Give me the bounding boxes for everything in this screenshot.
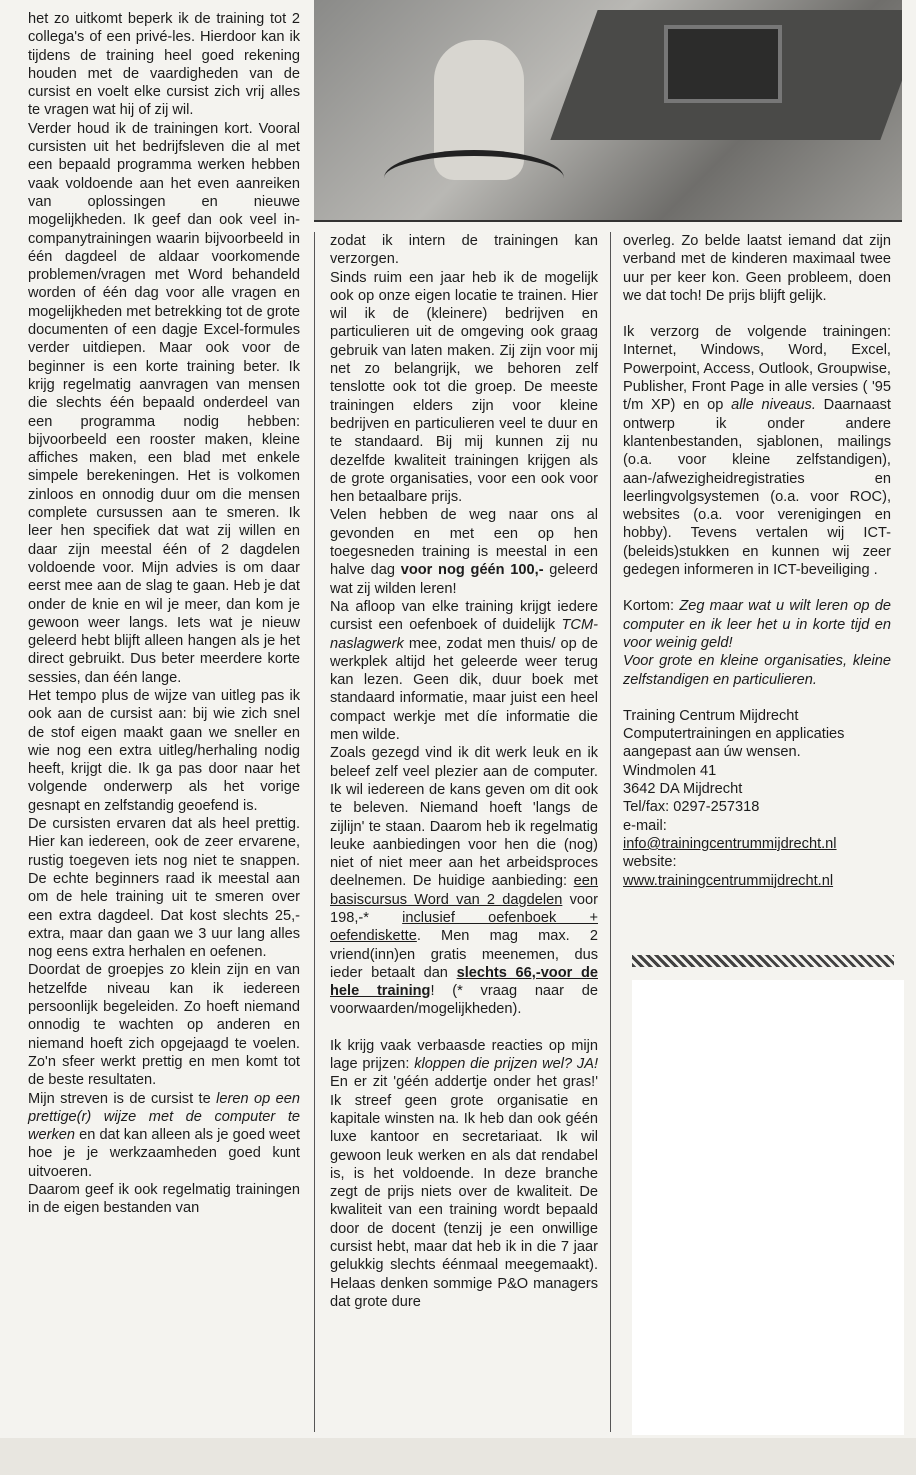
paragraph-offer: Zoals gezegd vind ik dit werk leuk en ik beleef zelf veel plezier aan de computer. Ik wil iedereen de kans geven om dit ook te beleven. Niemand hoeft 'langs de zijlijn' te staan. Daarom heb ik regelmatig leuke aanbiedingen voor hen die (nog) niet of niet meer aan het arbeidsproces deelnemen. De huidige aanbieding: een basiscursus Word van 2 dagdelen voor 198,-* inclusief oefenboek + oefendiskette. Men mag max. 2 vriend(inn)en gratis meenemen, dus ieder betaalt dan slechts 66,-voor de hele training! (* vraag naar de voorwaarden/mogelijkheden). <box>330 745 599 1018</box>
wavy-divider <box>632 955 894 967</box>
paragraph: Na afloop van elke training krijgt iedere cursist een oefenboek of duidelijk TCM-naslagwerk mee, zodat men thuis/ op de werkplek altijd het geleerde weer terug kan lezen. Geen dik, duur boek met standaard informatie, maar juist een heel compact werkje met díe informatie die men wilde. <box>330 598 598 744</box>
paragraph: Verder houd ik de trainingen kort. Vooral cursisten uit het bedrijfsleven die al met een bepaald programma werken hebben vaak voldoende aan het even aanreiken van oplossingen en nieuwe mogelijkheden. Ik geef dan ook veel in-companytrainingen waarin bijvoorbeeld in één dagdeel de aldaar voorkomende problemen/vragen met Word behandeld worden of één dag voor alle vragen en mogelijkheden met betrekking tot de grote documenten of een dagje Excel-formules verder uitdiepen. Maar ook voor de beginner is een korte training beter. Ik krijg regelmatig aanvragen van mensen die slechts één bepaald onderdeel van een programma nodig hebben: bijvoorbeeld een rooster maken, kleine affiches maken, een blad met enkele simpele berekeningen. Het is volkomen zinloos en onnodig duur om die mensen complete cursussen aan te smeren. Ik leer hen specifiek dat wat zij willen en daar zijn meestal één of 2 dagdelen voldoende voor. Mijn advies is om daar eerst mee aan de slag te gaan. Heb je dat onder de knie en wil je meer, dan kom je gewoon weer langs. Iets wat je nieuw geleerd hebt blijft alleen hangen als je het direct gebruikt. Dus beter meerdere korte sessies, dan één lange. <box>28 120 300 686</box>
column-rule-left <box>314 232 315 1432</box>
page-bottom-strip <box>0 1438 916 1475</box>
contact-line: Training Centrum Mijdrecht <box>623 707 799 724</box>
photo-chair <box>384 150 564 206</box>
email-link[interactable]: info@trainingcentrummijdrecht.nl <box>623 835 837 852</box>
column-rule-right <box>610 232 611 1432</box>
paragraph: zodat ik intern de trainingen kan verzorgen. <box>330 233 598 268</box>
contact-block <box>623 707 891 890</box>
paragraph-kortom: Kortom: Zeg maar wat u wilt leren op de computer en ik leer het u in korte tijd en voor weinig geld! <box>623 598 891 651</box>
article-column-2 <box>330 232 598 1311</box>
contact-line: Windmolen 41 <box>623 762 717 779</box>
contact-line: 3642 DA Mijdrecht <box>623 781 743 798</box>
website-link[interactable]: www.trainingcentrummijdrecht.nl <box>623 872 834 889</box>
article-column-1 <box>28 10 300 1218</box>
blank-area <box>632 980 904 1435</box>
article-column-3 <box>623 232 891 890</box>
paragraph: Daarom geef ik ook regelmatig trainingen in de eigen bestanden van <box>28 1182 300 1217</box>
paragraph: Het tempo plus de wijze van uitleg pas ik ook aan de cursist aan: bij wie zich snel de stof eigen maakt gaan we sneller en wie nog een extra uitleg/herhaling nodig heeft, krijgt die. Ik ga pas door naar het volgende onderwerp als het vorige gesnapt en zelfstandig geoefend is. <box>28 687 300 814</box>
contact-line: aangepast aan úw wensen. <box>623 744 801 761</box>
photo-monitor <box>664 25 782 103</box>
paragraph: De cursisten ervaren dat als heel prettig. Hier kan iedereen, ook de zeer ervarene, rustig toegeven iets nog niet te snappen. De echte beginners raad ik meestal aan om de hele training uit te smeren over een extra dagdeel. Dat kost slechts 25,- extra, maar dan gaan we 3 uur lang alles nog eens extra herhalen en oefenen. <box>28 816 300 961</box>
paragraph-streven: Mijn streven is de cursist te leren op een prettige(r) wijze met de computer te werken en dat kan alleen als je goed weet hoe je je werkzaamheden goed kunt uitvoeren. <box>28 1090 300 1180</box>
paragraph-audience: Voor grote en kleine organisaties, kleine zelfstandigen en particulieren. <box>623 653 891 688</box>
paragraph: Doordat de groepjes zo klein zijn en van hetzelfde niveau kan ik iedereen persoonlijk begeleiden. Zo hoeft niemand onnodig te wachten op anderen en niemand hoeft zich opgejaagd te voelen. Zo'n sfeer werkt prettig en men komt tot de beste resultaten. <box>28 962 300 1089</box>
contact-line: website: <box>623 854 677 871</box>
contact-line: e-mail: <box>623 817 667 834</box>
contact-line: Computertrainingen en applicaties <box>623 726 845 743</box>
paragraph: Ik krijg vaak verbaasde reacties op mijn lage prijzen: kloppen die prijzen wel? JA! En er zit 'géén addertje onder het gras!' Ik streef geen grote organisatie en kapitale winsten na. Ik heb dan ook géén luxe kantoor en secretariaat. Ik wil gewoon leuk werken en als dat rendabel is, is het voldoende. In deze branche zegt de prijs niets over de kwaliteit. De kwaliteit van een training wordt bepaald door de docent (tenzij je een onwillige cursist hebt, maar dat heb ik in die 7 jaar gelukkig slechts éénmaal meegemaakt). Helaas denken sommige P&O managers dat grote dure <box>330 1037 599 1310</box>
paragraph: het zo uitkomt beperk ik de training tot 2 collega's of een privé-les. Hierdoor kan ik tijdens de training heel goed rekening houden met de vaardigheden van de cursist en voelt elke cursist zich vrij alles te vragen wat hij of zij wil. <box>28 11 300 119</box>
paragraph: overleg. Zo belde laatst iemand dat zijn verband met de kinderen maximaal twee uur per keer kon. Geen probleem, doen we dat toch! De prijs blijft gelijk. <box>623 233 891 304</box>
article-photo <box>314 0 902 222</box>
contact-line: Tel/fax: 0297-257318 <box>623 799 760 816</box>
paragraph-trainings: Ik verzorg de volgende trainingen: Internet, Windows, Word, Excel, Powerpoint, Access, Outlook, Groupwise, Publisher, Front Page in alle versies ( '95 t/m XP) en op alle niveaus. Daarnaast ontwerp ik onder andere klantenbestanden, sjablonen, mailings (o.a. voor kleine zelfstandigen), aan-/afwezigheidregistraties en leerlingvolgsystemen (o.a. voor ROC), websites (o.a. voor verenigingen en hobby). Tevens vertalen wij ICT-(beleids)stukken en kunnen wij zeer gedegen informeren in ICT-beveiliging . <box>623 324 891 579</box>
paragraph: Velen hebben de weg naar ons al gevonden en met een op hen toegesneden training is meestal in een halve dag voor nog géén 100,- geleerd wat zij wilden leren! <box>330 507 598 597</box>
paragraph: Sinds ruim een jaar heb ik de mogelijk ook op onze eigen locatie te trainen. Hier wil ik de (kleinere) bedrijven en particulieren uit de omgeving ook graag gebruik van laten maken. Zij zijn voor mij net zo belangrijk, we behoren zelf tenslotte ook tot die groep. De meeste trainingen elders zijn voor kleine bedrijven en particulieren veel te duur en te standaard. Bij mij kunnen zij nu dezelfde kwaliteit trainingen krijgen als de grote organisaties, voor een ook voor hen betaalbare prijs. <box>330 269 598 506</box>
